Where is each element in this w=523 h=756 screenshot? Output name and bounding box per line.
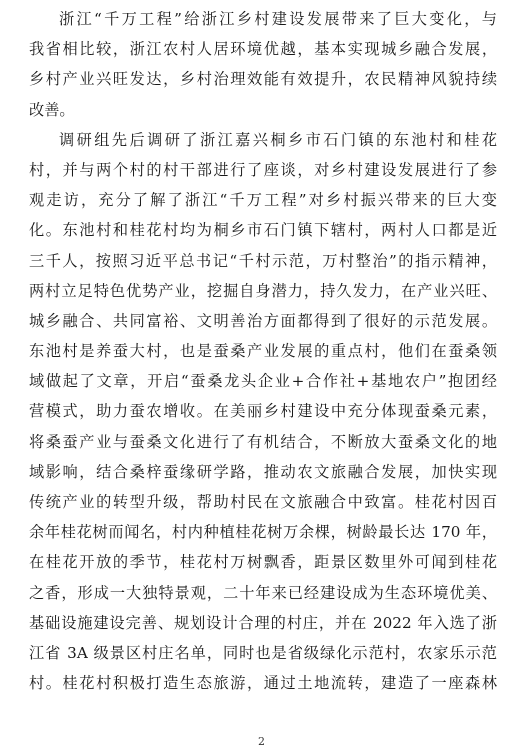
text-line: 化。东池村和桂花村均为桐乡市石门镇下辖村，两村人口都是近 [29, 221, 497, 240]
text-line: 域影响，结合桑梓蚕缘研学路，推动农文旅融合发展，加快实现 [29, 462, 497, 481]
text-line: 在桂花开放的季节，桂花村万树飘香，距景区数里外可闻到桂花 [29, 553, 497, 572]
text-line: 东池村是养蚕大村，也是蚕桑产业发展的重点村，他们在蚕桑领 [29, 342, 497, 361]
text-line: 基础设施建设完善、规划设计合理的村庄，并在 2022 年入选了浙 [29, 613, 497, 632]
text-line: 村，并与两个村的村干部进行了座谈，对乡村建设发展进行了参 [29, 160, 497, 179]
text-line: 营模式，助力蚕农增收。在美丽乡村建设中充分体现蚕桑元素， [29, 402, 497, 421]
text-line: 传统产业的转型升级，帮助村民在文旅融合中致富。桂花村因百 [29, 493, 497, 511]
text-line: 我省相比较，浙江农村人居环境优越，基本实现城乡融合发展， [29, 40, 497, 59]
text-line: 浙江“千万工程”给浙江乡村建设发展带来了巨大变化，与 [59, 10, 497, 28]
text-line: 之香，形成一大独特景观，二十年来已经建设成为生态环境优美、 [29, 583, 497, 602]
text-line: 域做起了文章，开启“蚕桑龙头企业+合作社+基地农户”抱团经 [29, 372, 497, 391]
text-line: 江省 3A 级景区村庄名单，同时也是省级绿化示范村，农家乐示范 [29, 643, 497, 662]
text-line: 将桑蚕产业与蚕桑文化进行了有机结合，不断放大蚕桑文化的地 [29, 432, 497, 451]
page-number: 2 [258, 735, 265, 748]
body-text [29, 4, 497, 698]
text-line: 观走访，充分了解了浙江“千万工程”对乡村振兴带来的巨大变 [29, 191, 497, 210]
text-line: 调研组先后调研了浙江嘉兴桐乡市石门镇的东池村和桂花 [59, 130, 497, 149]
text-line: 三千人，按照习近平总书记“千村示范，万村整治”的指示精神， [29, 251, 497, 270]
text-line: 乡村产业兴旺发达，乡村治理效能有效提升，农民精神风貌持续 [29, 70, 497, 89]
text-line: 村。桂花村积极打造生态旅游，通过土地流转，建造了一座森林 [29, 674, 497, 693]
text-line: 城乡融合、共同富裕、文明善治方面都得到了很好的示范发展。 [29, 311, 497, 330]
text-line: 余年桂花树而闻名，村内种植桂花树万余棵，树龄最长达 170 年， [29, 523, 497, 542]
text-line: 改善。 [29, 100, 75, 119]
text-line: 两村立足特色优势产业，挖掘自身潜力，持久发力，在产业兴旺、 [29, 281, 497, 300]
